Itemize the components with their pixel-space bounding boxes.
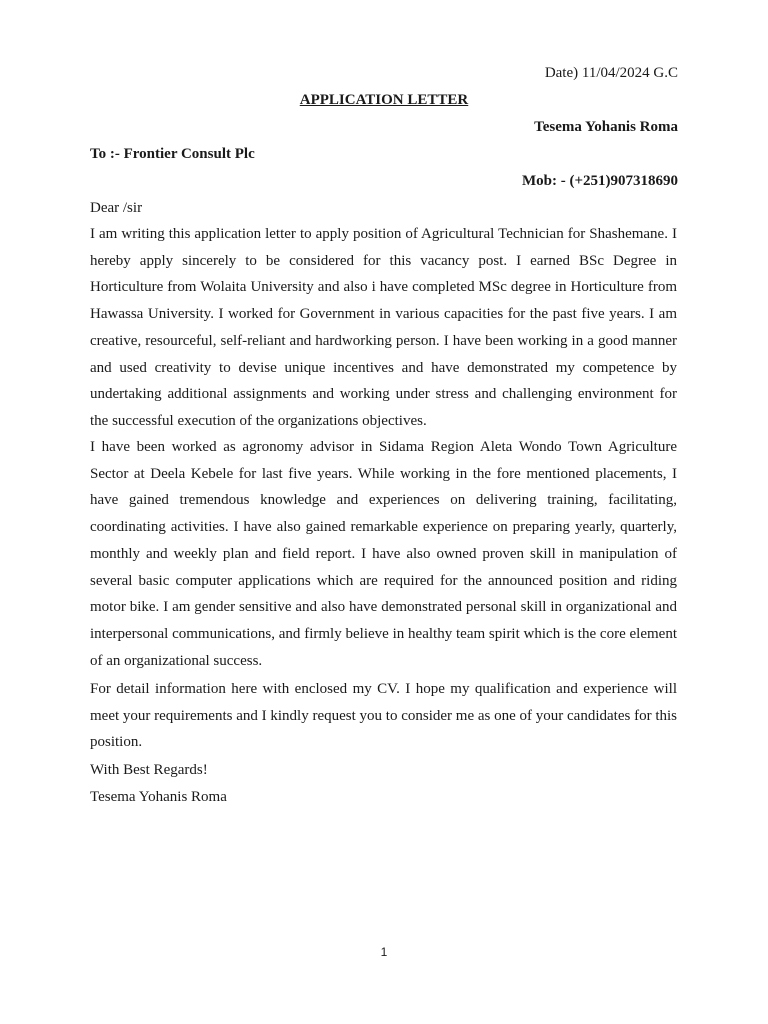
letter-date: Date) 11/04/2024 G.C xyxy=(544,65,678,81)
page-number: 1 xyxy=(380,945,388,959)
sender-name: Tesema Yohanis Roma xyxy=(534,119,678,135)
signature-name: Tesema Yohanis Roma xyxy=(90,789,227,805)
closing: With Best Regards! xyxy=(90,762,208,778)
salutation: Dear /sir xyxy=(90,200,143,216)
recipient: To :- Frontier Consult Plc xyxy=(90,146,255,162)
body-paragraph-2: I have been worked as agronomy advisor in Sidama Region Aleta Wondo Town Agriculture Sector at Deela Kebele for last five years. While working in the fore mentioned placements, I have gained tremendous knowledge and experiences on delivering training, facilitating, coordinating activities. I have also gained remarkable experience on preparing yearly, quarterly, monthly and weekly plan and field report. I have also owned proven skill in manipulation of several basic computer applications which are required for the announced position and riding motor bike. I am gender sensitive and also have demonstrated personal skill in organizational and interpersonal communications, and firmly believe in healthy team spirit which is the core element of an organizational success. xyxy=(90,439,677,669)
body-paragraph-3: For detail information here with enclosed my CV. I hope my qualification and experience will meet your requirements and I kindly request you to consider me as one of your candidates for this position. xyxy=(90,681,677,751)
mobile-number: Mob: - (+251)907318690 xyxy=(521,173,678,189)
letter-title: APPLICATION LETTER xyxy=(299,92,469,108)
body-paragraph-1: I am writing this application letter to apply position of Agricultural Technician for Shashemane. I hereby apply sincerely to be considered for this vacancy post. I earned BSc Degree in Horticulture from Wolaita University and also i have completed MSc degree in Horticulture from Hawassa University. I worked for Government in various capacities for the past five years. I am creative, resourceful, self-reliant and hardworking person. I have been working in a good manner and used creativity to devise unique incentives and have demonstrated my competence by undertaking additional assignments and working under stress and challenging environment for the successful execution of the organizations objectives. xyxy=(90,226,677,429)
